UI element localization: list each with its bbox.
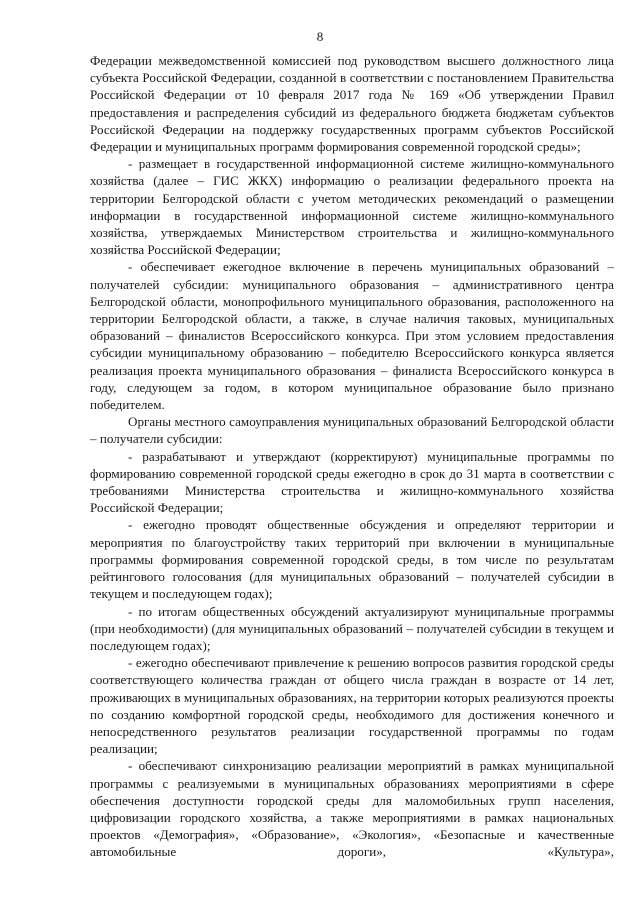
paragraph: - обеспечивают синхронизацию реализации мероприятий в рамках муниципальной программы с реализуемыми в муниципальных образованиях мероприятиями в сфере обеспечения доступности городской среды для маломобильных групп населения, цифровизации городского хозяйства, а также мероприятиями в рамках национальных проектов «Демография», «Образование», «Экология», «Безопасные и качественные автомобильные дороги», «Культура»,: [90, 758, 614, 860]
paragraph: Федерации межведомственной комиссией под руководством высшего должностного лица субъекта Российской Федерации, созданной в соответствии с постановлением Правительства Российской Федерации от 10 февраля 2017 года № 169 «Об утверждении Правил предоставления и распределения субсидий из федерального бюджета бюджетам субъектов Российской Федерации на поддержку государственных программ субъектов Российской Федерации и муниципальных программ формирования современной городской среды»;: [90, 53, 614, 155]
document-body: [90, 52, 614, 861]
paragraph: - обеспечивает ежегодное включение в перечень муниципальных образований – получателей субсидии: муниципального образования – административного центра Белгородской области, монопрофильного муниципального образования, расположенного на территории Белгородской области, а также, в случае наличия таковых, муниципальных образований – финалистов Всероссийского конкурса. При этом условием предоставления субсидии муниципальному образованию – победителю Всероссийского конкурса является реализация проекта муниципального образования – финалиста Всероссийского конкурса в году, следующем за годом, в котором муниципальное образование было признано победителем.: [90, 259, 614, 413]
page-number: 8: [316, 29, 324, 44]
paragraph: - ежегодно проводят общественные обсуждения и определяют территории и мероприятия по благоустройству таких территорий при включении в муниципальные программы формирования современной городской среды, в том числе по результатам рейтингового голосования (для муниципальных образований – получателей субсидии в текущем и последующем годах);: [90, 517, 614, 602]
paragraph: Органы местного самоуправления муниципальных образований Белгородской области – получатели субсидии:: [90, 414, 614, 447]
paragraph: - разрабатывают и утверждают (корректируют) муниципальные программы по формированию современной городской среды ежегодно в срок до 31 марта в соответствии с требованиями Министерства строительства и жилищно-коммунального хозяйства Российской Федерации;: [90, 448, 614, 516]
paragraph: - размещает в государственной информационной системе жилищно-коммунального хозяйства (далее – ГИС ЖКХ) информацию о реализации федерального проекта на территории Белгородской области с учетом методических рекомендаций о размещении информации в государственной информационной системе жилищно-коммунального хозяйства, утверждаемых Министерством строительства и жилищно-коммунального хозяйства Российской Федерации;: [90, 156, 614, 258]
paragraph: - ежегодно обеспечивают привлечение к решению вопросов развития городской среды соответствующего количества граждан от общего числа граждан в возрасте от 14 лет, проживающих в муниципальных образованиях, на территории которых реализуются проекты по созданию комфортной городской среды, необходимого для достижения конечного и непосредственного результатов реализации государственной программы по годам реализации;: [90, 655, 614, 757]
paragraph: - по итогам общественных обсуждений актуализируют муниципальные программы (при необходимости) (для муниципальных образований – получателей субсидии в текущем и последующем годах);: [90, 603, 614, 653]
